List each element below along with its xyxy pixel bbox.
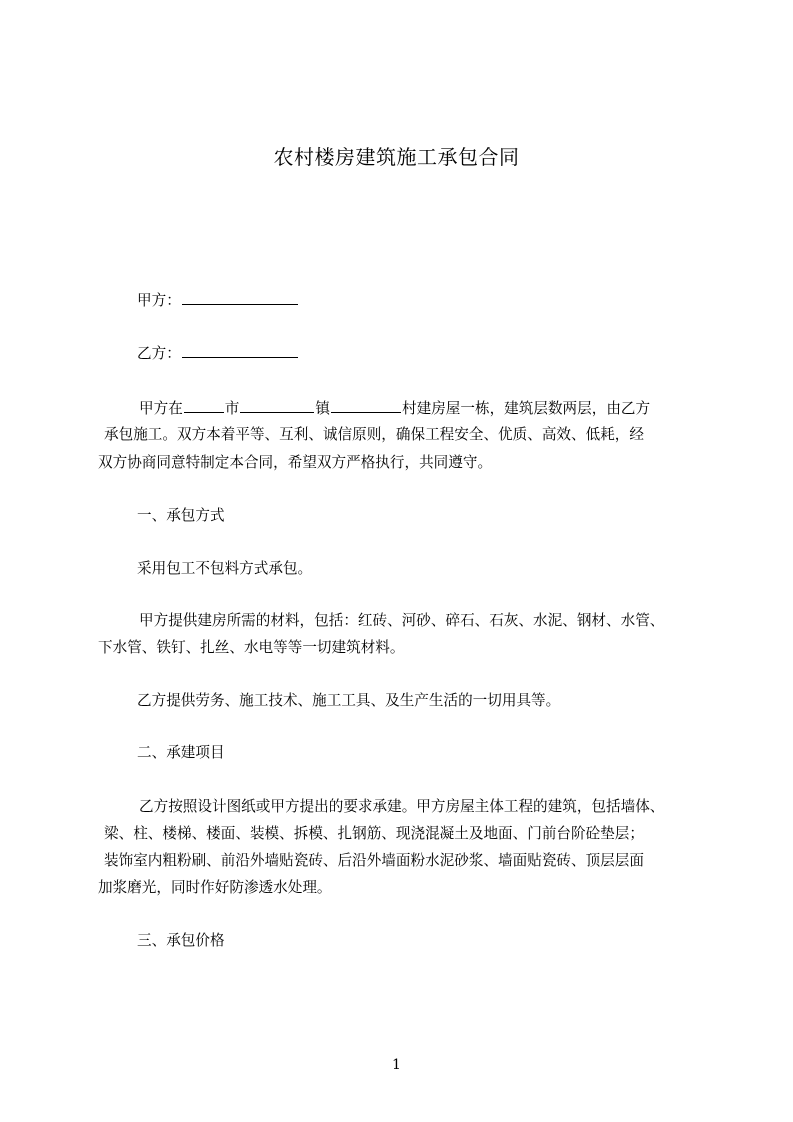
party-b-blank bbox=[182, 342, 298, 358]
page-number: 1 bbox=[392, 1057, 401, 1073]
section-2-line-1: 乙方按照设计图纸或甲方提出的要求承建。甲方房屋主体工程的建筑，包括墙体、 bbox=[139, 798, 665, 815]
section-2-line-2: 梁、柱、楼梯、楼面、装模、拆模、扎钢筋、现浇混凝土及地面、门前台阶砼垫层； bbox=[104, 825, 644, 842]
section-1-paragraph-2-line-1: 甲方提供建房所需的材料，包括：红砖、河砂、碎石、石灰、水泥、钢材、水管、 bbox=[139, 612, 665, 629]
section-2-line-3: 装饰室内粗粉刷、前沿外墙贴瓷砖、后沿外墙面粉水泥砂浆、墙面贴瓷砖、顶层层面 bbox=[104, 852, 644, 869]
party-b-label: 乙方： bbox=[137, 345, 181, 362]
party-b-line bbox=[137, 342, 757, 366]
intro-text-a: 甲方在 bbox=[139, 400, 183, 417]
town-blank bbox=[240, 397, 314, 413]
party-a-blank bbox=[182, 289, 298, 305]
intro-text-c: 镇 bbox=[315, 400, 331, 417]
section-1-heading: 一、承包方式 bbox=[137, 507, 225, 524]
document-title: 农村楼房建筑施工承包合同 bbox=[273, 145, 520, 169]
section-2-heading: 二、承建项目 bbox=[137, 744, 225, 761]
village-blank bbox=[331, 397, 401, 413]
intro-line-3: 双方协商同意特制定本合同，希望双方严格执行，共同遵守。 bbox=[98, 454, 493, 471]
intro-line-2: 承包施工。双方本着平等、互利、诚信原则，确保工程安全、优质、高效、低耗，经 bbox=[104, 426, 644, 443]
intro-line-1 bbox=[139, 397, 759, 421]
section-1-paragraph-2-line-2: 下水管、铁钉、扎丝、水电等等一切建筑材料。 bbox=[98, 639, 405, 656]
section-1-paragraph-3: 乙方提供劳务、施工技术、施工工具、及生产生活的一切用具等。 bbox=[137, 692, 561, 709]
section-3-heading: 三、承包价格 bbox=[137, 932, 225, 949]
party-a-line bbox=[137, 289, 757, 313]
party-a-label: 甲方： bbox=[137, 292, 181, 309]
intro-text-d: 村建房屋一栋，建筑层数两层，由乙方 bbox=[402, 400, 651, 417]
intro-text-b: 市 bbox=[224, 400, 240, 417]
city-blank bbox=[184, 397, 224, 413]
section-1-paragraph-1: 采用包工不包料方式承包。 bbox=[137, 560, 313, 577]
section-2-line-4: 加浆磨光，同时作好防渗透水处理。 bbox=[98, 879, 332, 896]
